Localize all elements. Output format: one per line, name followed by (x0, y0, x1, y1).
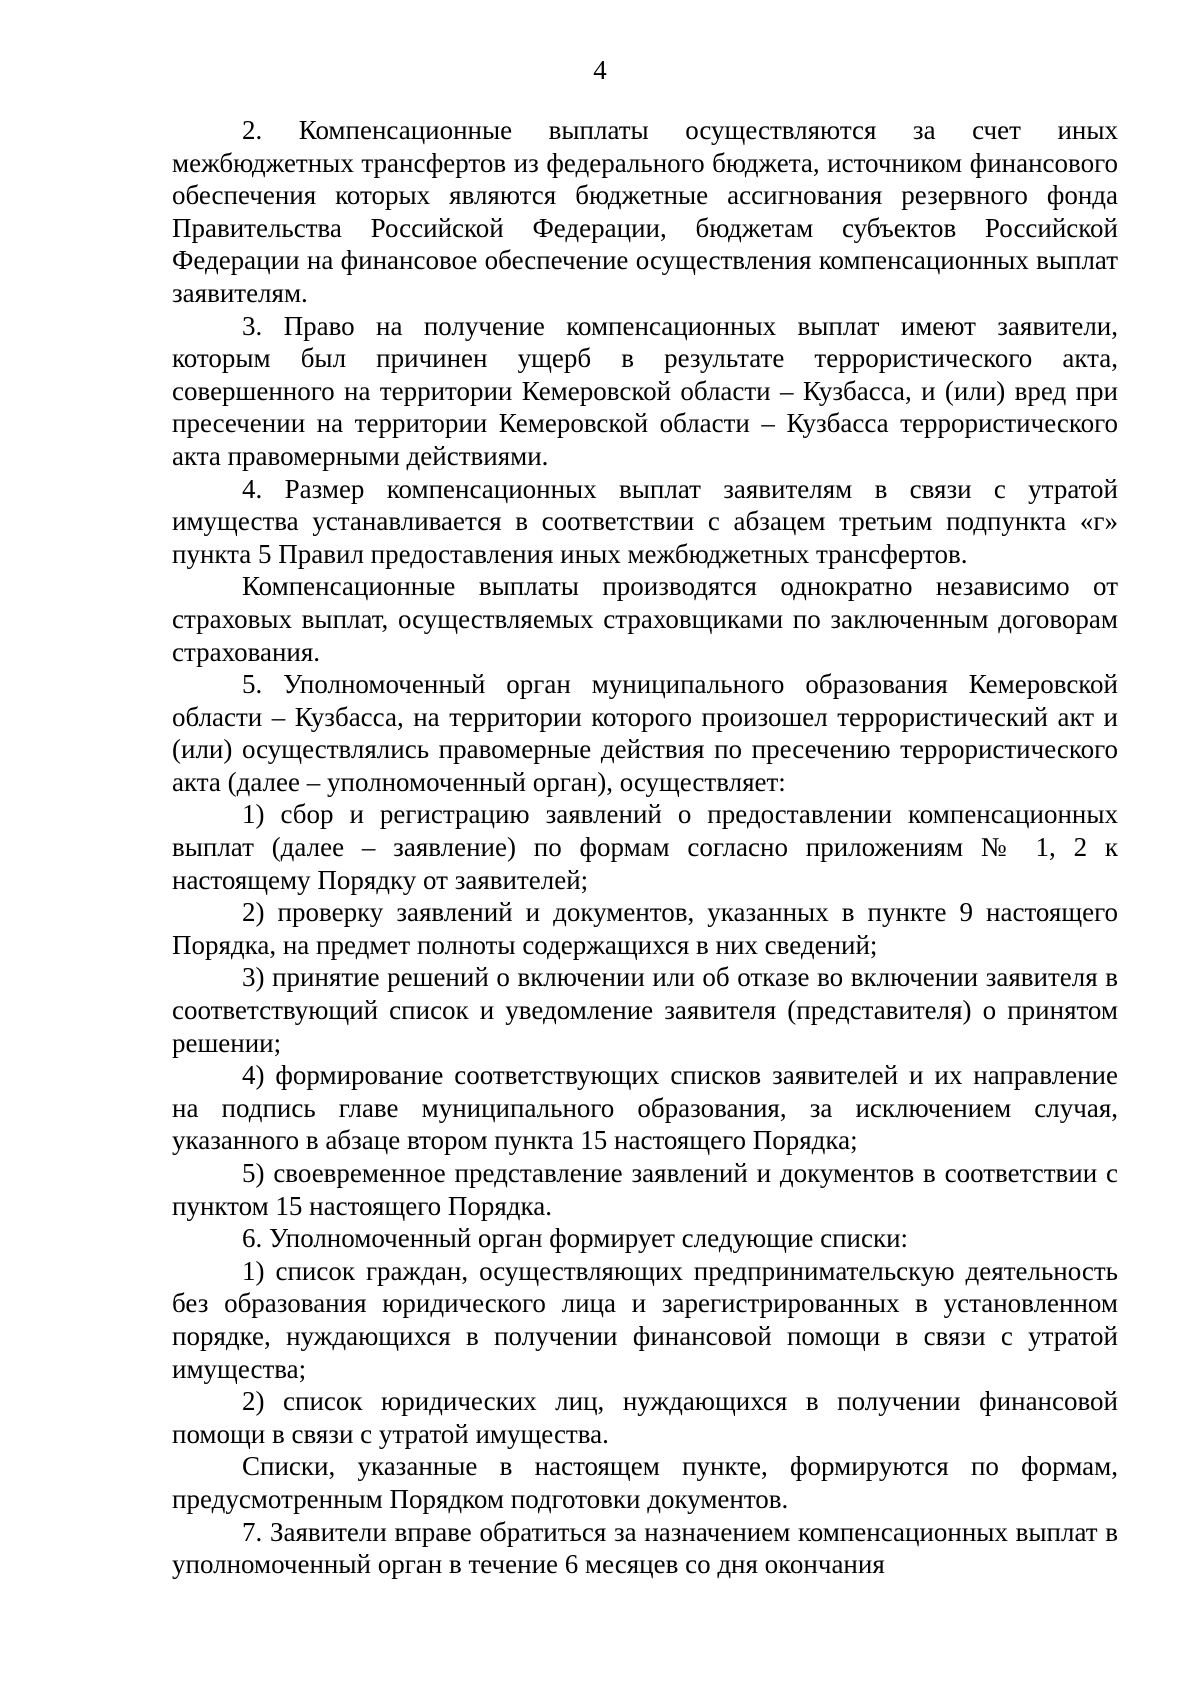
list-item-6-2: 2) список юридических лиц, нуждающихся в получении финансовой помощи в связи с утратой имущества. (172, 1386, 1118, 1449)
list-item-6-1: 1) список граждан, осуществляющих предпринимательскую деятельность без образования юридического лица и зарегистрированных в установленном порядке, нуждающихся в получении финансовой помощи в связи с утратой имущества; (172, 1255, 1118, 1384)
paragraph-4-compensation-amount: 4. Размер компенсационных выплат заявителям в связи с утратой имущества устанавливается в соответствии с абзацем третьим подпункта «г» пункта 5 Правил предоставления иных межбюджетных трансфертов. (172, 473, 1118, 569)
paragraph-one-time-payment: Компенсационные выплаты производятся однократно независимо от страховых выплат, осуществляемых страховщиками по заключенным договорам страхования. (172, 571, 1118, 667)
paragraph-7-application-deadline: 7. Заявители вправе обратиться за назначением компенсационных выплат в уполномоченный орган в течение 6 месяцев со дня окончания (172, 1516, 1118, 1580)
page-number: 4 (593, 55, 607, 85)
paragraph-2-funding-source: 2. Компенсационные выплаты осуществляются за счет иных межбюджетных трансфертов из федерального бюджета, источником финансового обеспечения которых являются бюджетные ассигнования резервного фонда Правительства Российской Федерации, бюджетам субъектов Российской Федерации на финансовое обеспечение осуществления компенсационных выплат заявителям. (172, 115, 1118, 308)
paragraph-6-lists: 6. Уполномоченный орган формирует следующие списки: (242, 1223, 909, 1254)
paragraph-3-right-to-compensation: 3. Право на получение компенсационных выплат имеют заявители, которым был причинен ущерб в результате террористического акта, совершенного на территории Кемеровской области – Кузбасса, и (или) вред при пресечении на территории Кемеровской области – Кузбасса террористического акта правомерными действиями. (172, 310, 1118, 471)
list-item-5-3: 3) принятие решений о включении или об отказе во включении заявителя в соответствующий список и уведомление заявителя (представителя) о принятом решении; (172, 962, 1118, 1058)
paragraph-lists-forms: Списки, указанные в настоящем пункте, формируются по формам, предусмотренным Порядком подготовки документов. (172, 1451, 1118, 1514)
list-item-5-1: 1) сбор и регистрацию заявлений о предоставлении компенсационных выплат (далее – заявление) по формам согласно приложениям № 1, 2 к настоящему Порядку от заявителей; (172, 799, 1118, 895)
document-body (172, 114, 1118, 1581)
list-item-5-4: 4) формирование соответствующих списков заявителей и их направление на подпись главе муниципального образования, за исключением случая, указанного в абзаце втором пункта 15 настоящего Порядка; (172, 1060, 1118, 1156)
list-item-5-2: 2) проверку заявлений и документов, указанных в пункте 9 настоящего Порядка, на предмет полноты содержащихся в них сведений; (172, 897, 1118, 960)
list-item-5-5: 5) своевременное представление заявлений и документов в соответствии с пунктом 15 настоящего Порядка. (172, 1158, 1118, 1221)
paragraph-5-authorized-body: 5. Уполномоченный орган муниципального образования Кемеровской области – Кузбасса, на территории которого произошел террористический акт и (или) осуществлялись правомерные действия по пресечению террористического акта (далее – уполномоченный орган), осуществляет: (172, 669, 1118, 797)
